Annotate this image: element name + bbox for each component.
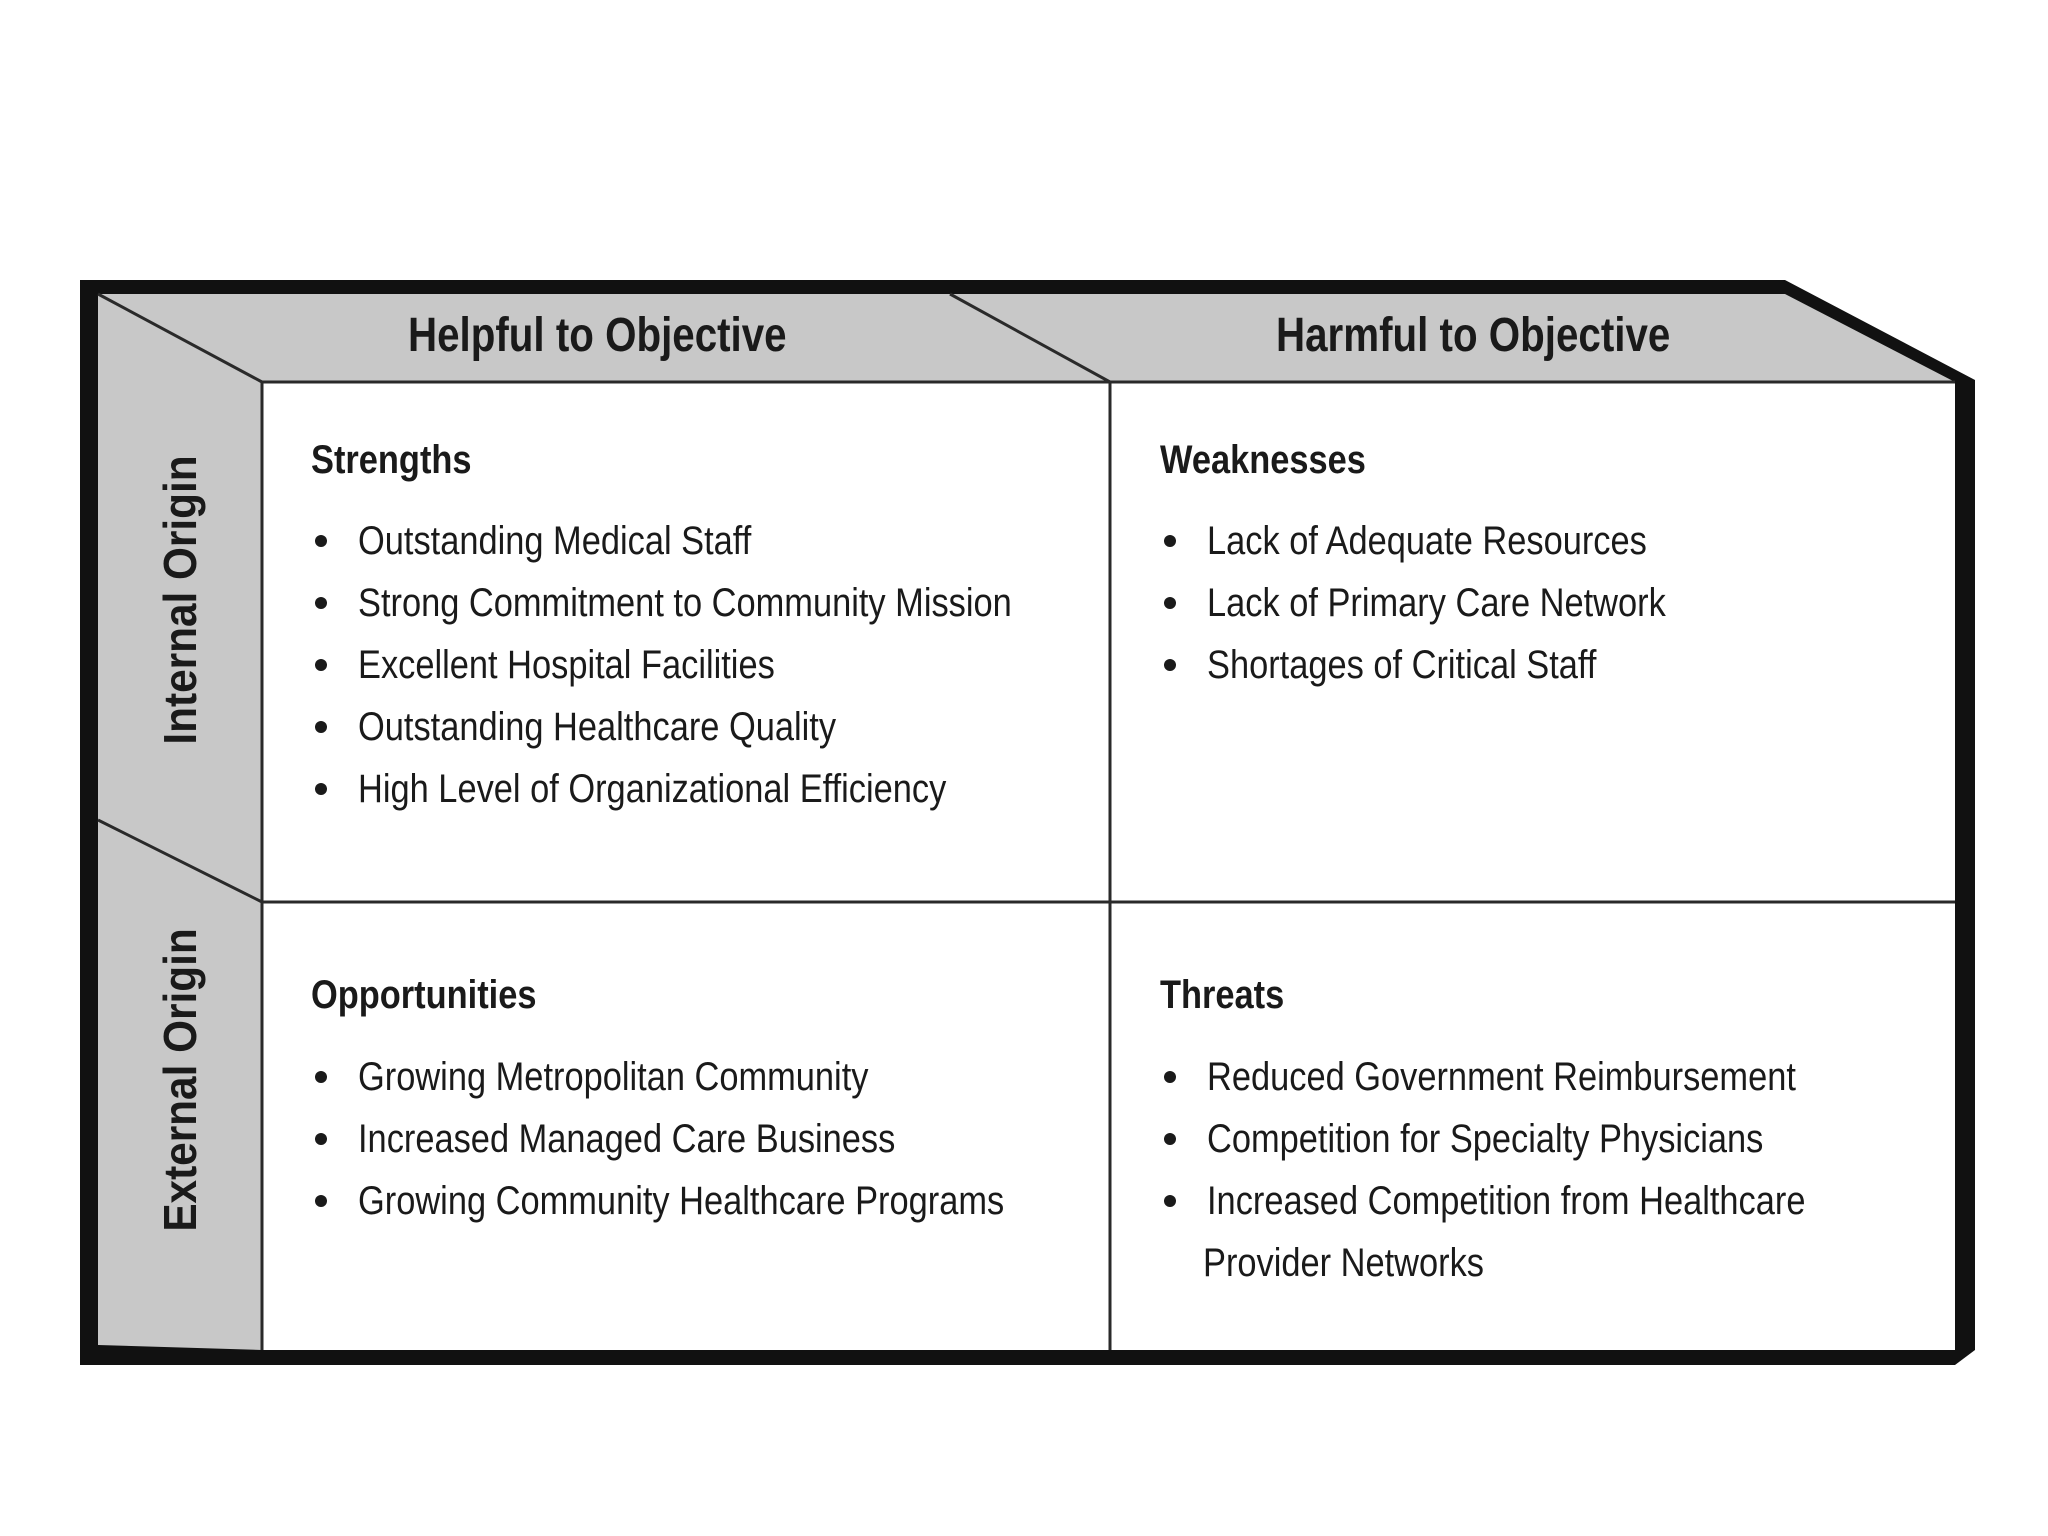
strength-item: Excellent Hospital Facilities xyxy=(358,643,775,687)
weakness-item: Lack of Adequate Resources xyxy=(1207,519,1647,563)
bullet-icon xyxy=(315,597,327,609)
bullet-icon xyxy=(1164,659,1176,671)
bullet-icon xyxy=(315,783,327,795)
opportunity-item: Growing Metropolitan Community xyxy=(358,1055,869,1099)
bullet-icon xyxy=(315,1195,327,1207)
opportunity-item: Growing Community Healthcare Programs xyxy=(358,1179,1005,1223)
bullet-icon xyxy=(315,1071,327,1083)
header-harmful: Harmful to Objective xyxy=(1276,309,1671,362)
quadrant-title-weaknesses: Weaknesses xyxy=(1160,438,1366,482)
bullet-icon xyxy=(1164,1071,1176,1083)
bullet-icon xyxy=(315,659,327,671)
bullet-icon xyxy=(1164,535,1176,547)
strength-item: Outstanding Medical Staff xyxy=(358,519,752,563)
weakness-item: Shortages of Critical Staff xyxy=(1207,643,1597,687)
side-label-external: External Origin xyxy=(154,928,206,1232)
threat-item-continuation: Provider Networks xyxy=(1203,1241,1485,1285)
quadrant-title-opportunities: Opportunities xyxy=(311,973,537,1017)
weakness-item: Lack of Primary Care Network xyxy=(1207,581,1666,625)
threat-item: Increased Competition from Healthcare xyxy=(1207,1179,1806,1223)
side-label-internal: Internal Origin xyxy=(154,455,206,745)
bullet-icon xyxy=(1164,597,1176,609)
bullet-icon xyxy=(1164,1195,1176,1207)
quadrant-title-threats: Threats xyxy=(1160,973,1285,1017)
strength-item: Strong Commitment to Community Mission xyxy=(358,581,1012,625)
bullet-icon xyxy=(315,721,327,733)
bullet-icon xyxy=(315,1133,327,1145)
opportunity-item: Increased Managed Care Business xyxy=(358,1117,896,1161)
quadrant-title-strengths: Strengths xyxy=(311,438,472,482)
bullet-icon xyxy=(315,535,327,547)
strength-item: High Level of Organizational Efficiency xyxy=(358,767,947,811)
threat-item: Competition for Specialty Physicians xyxy=(1207,1117,1764,1161)
bullet-icon xyxy=(1164,1133,1176,1145)
threat-item: Reduced Government Reimbursement xyxy=(1207,1055,1796,1099)
strength-item: Outstanding Healthcare Quality xyxy=(358,705,837,749)
header-helpful: Helpful to Objective xyxy=(408,309,787,362)
